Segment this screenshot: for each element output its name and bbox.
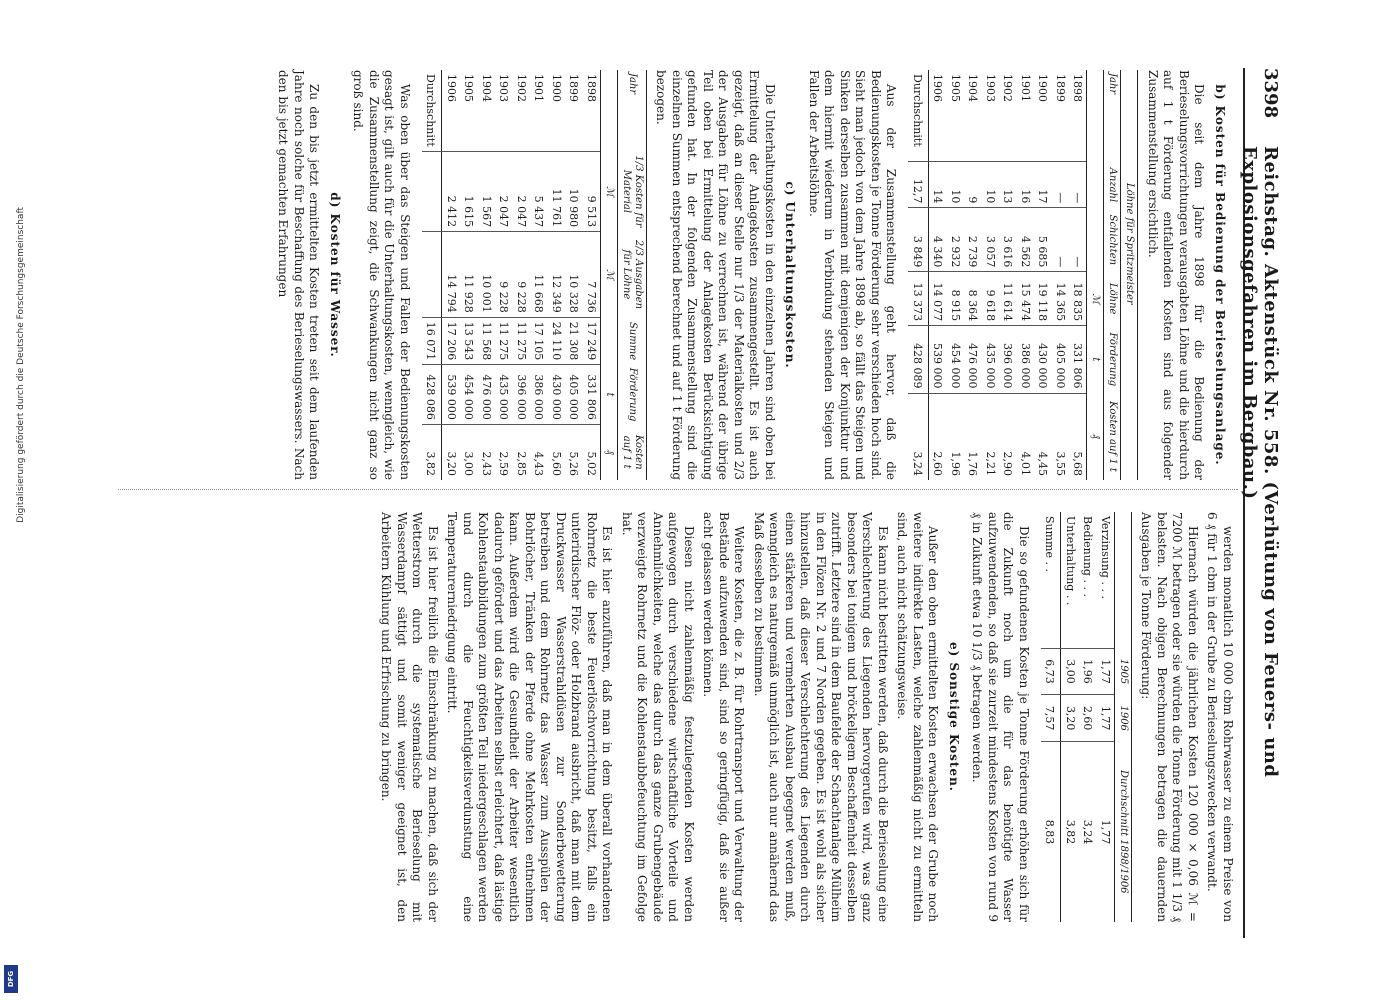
table-cell: 1899 — [567, 74, 581, 102]
table-cell: 10 — [982, 162, 1000, 208]
table-cell: 1901 — [1019, 74, 1032, 102]
table-cell: 428 089 — [909, 326, 929, 393]
t1-group-spacer — [1121, 70, 1138, 162]
table-cell: 1898 — [585, 74, 598, 102]
t1-group-spacer — [1121, 393, 1138, 480]
table-cell: 3 057 — [982, 208, 1000, 272]
table-cell: Verzinsung . . . — [1099, 516, 1112, 599]
table-cell: 9 — [964, 162, 982, 208]
table-cell: 7,57 — [1041, 695, 1061, 742]
table-cell: 5,02 — [583, 424, 601, 480]
table-cell: 476 000 — [964, 326, 982, 393]
table-cell: 8,83 — [1041, 742, 1061, 922]
table-cell: 3,20 — [1061, 695, 1079, 742]
summary-table — [1041, 512, 1132, 922]
section-c-heading: c) Unterhaltungskosten. — [783, 181, 798, 369]
table-row — [478, 70, 496, 480]
table-row — [565, 70, 583, 480]
table-cell: 1903 — [497, 74, 511, 102]
table-cell: 4 562 — [1017, 208, 1035, 272]
table-cell: 1904 — [966, 74, 980, 102]
table-cell: 21 308 — [565, 317, 583, 365]
table-cell: 15 474 — [1017, 272, 1035, 326]
left-column — [271, 70, 1235, 480]
table-cell: 9 513 — [583, 151, 601, 231]
column-header: 1905 — [1115, 648, 1132, 695]
unit-header: t — [601, 365, 618, 425]
table-cell: 430 000 — [1034, 326, 1052, 393]
table-cell: 10 980 — [565, 151, 583, 231]
table-cell: — — [1069, 208, 1087, 272]
table-cell: 10 328 — [565, 232, 583, 318]
table-cell: 3 849 — [909, 208, 929, 272]
table-cell: Durchschnitt — [909, 70, 929, 162]
table-cell: 13 543 — [460, 317, 478, 365]
table-cell — [422, 151, 442, 231]
section-d-text: Zu den bis jetzt ermittelten Kosten treten seit dem laufenden Jahre noch solche für Beschaffung des Berieselungswassers. Nach den bis jetzt gemachten Erfahrungen — [276, 70, 322, 480]
table-cell: 1900 — [1036, 74, 1050, 102]
table-cell: 396 000 — [999, 326, 1017, 393]
page-number: 3398 — [1260, 68, 1281, 119]
column-header: Summe — [618, 317, 647, 365]
dfg-logo — [4, 965, 18, 993]
table-row — [1097, 512, 1115, 922]
table-cell: 386 000 — [530, 365, 548, 425]
table-cell: 435 000 — [982, 326, 1000, 393]
table-cell: 1906 — [931, 74, 945, 102]
table-cell: 11 928 — [460, 232, 478, 318]
t1-group-header: Löhne für Spritzmeister — [1121, 162, 1138, 326]
table-cell: 430 000 — [548, 365, 566, 425]
table-cell: 8 915 — [947, 272, 965, 326]
page-title: Reichstag. Aktenstück Nr. 558. (Verhütung von Feuers- und Explosionsgefahren im Bergbau.) — [1239, 146, 1281, 778]
average-row — [909, 70, 929, 480]
table-row — [1052, 70, 1070, 480]
table-cell: 386 000 — [1017, 326, 1035, 393]
unit-header — [601, 70, 618, 151]
table-cell: 1901 — [532, 74, 546, 102]
unit-header — [601, 317, 618, 365]
table-cell: Unterhaltung . . — [1064, 516, 1077, 606]
table-cell: 539 000 — [929, 326, 947, 393]
column-divider — [118, 489, 1238, 490]
section-e-text4: Diesen nicht zahlenmäßig festzulegenden Kosten werden aufgewogen durch verschiedene wirtschaftliche Vorteile und Annehmlichkeiten, welche das durch das ganze Grubengebäude verzweigte Rohrnetz und die Kohlenstaubbefeuchtung im Gefolge hat. — [620, 512, 696, 922]
table-row — [947, 70, 965, 480]
table-cell: — — [1052, 162, 1070, 208]
table-cell: 5,68 — [1069, 393, 1087, 480]
column-header: Kosten auf 1 t — [618, 424, 647, 480]
column-header: Durchschnitt 1898/1906 — [1115, 742, 1132, 922]
column-header: Förderung — [1104, 326, 1121, 393]
table-cell: 2,90 — [999, 393, 1017, 480]
table-cell: 428 086 — [422, 365, 442, 425]
unit-header: ℳ — [601, 151, 618, 231]
page-header — [1239, 68, 1285, 938]
table-cell: 435 000 — [495, 365, 513, 425]
table-cell: 3,20 — [442, 424, 460, 480]
table-cell: 1,96 — [947, 393, 965, 480]
table-cell: 16 071 — [422, 317, 442, 365]
table-cell: 5 685 — [1034, 208, 1052, 272]
table-cell: 11 275 — [513, 317, 531, 365]
section-e-text6: Es ist hier freilich die Einschränkung zu machen, daß sich der Wetterstrom durch die systematische Berieselung mit Wasserdampf sättigt und somit weniger geeignet ist, den Arbeitern Kühlung und Erfrischung zu bringen. — [379, 512, 440, 922]
table-cell: — — [1069, 162, 1087, 208]
table-cell: Durchschnitt — [422, 70, 442, 151]
table-cell: 1906 — [445, 74, 458, 102]
table-row — [982, 70, 1000, 480]
table-cell: 1902 — [1001, 74, 1015, 102]
section-c-after: Was oben über das Steigen und Fallen der Bedienungskosten gesagt ist, gilt auch für die Unterhaltungskosten, wenngleich, wie die Zusammenstellung zeigt, die Schwankungen nicht ganz so groß sind. — [351, 70, 412, 480]
table-cell: 1899 — [1054, 74, 1067, 102]
table-cell: 10 001 — [478, 232, 496, 318]
table-cell: 3 616 — [999, 208, 1017, 272]
table-cell: 1,77 — [1097, 742, 1115, 922]
table-cell: 14 077 — [929, 272, 947, 326]
column-header: Anzahl — [1104, 162, 1121, 208]
logo-text: DFG — [7, 970, 15, 988]
column-header: 1906 — [1115, 695, 1132, 742]
table-cell: 2 412 — [442, 151, 460, 231]
digitization-credit — [2, 0, 26, 1000]
table-cell: 9 228 — [495, 232, 513, 318]
column-header: Jahr — [1104, 70, 1121, 162]
section-b-heading: b) Kosten für Bedienung der Berieselungsanlage. — [1213, 84, 1227, 466]
table-cell: 4,45 — [1034, 393, 1052, 480]
column-header — [1115, 512, 1132, 648]
table-cell: 4,01 — [1017, 393, 1035, 480]
table-cell: 14 794 — [442, 232, 460, 318]
credit-text: Digitalisierung gefördert durch die Deutsche Forschungsgemeinschaft — [16, 207, 26, 523]
table-row — [1069, 70, 1087, 480]
table-cell: 331 806 — [1069, 326, 1087, 393]
table-row — [442, 70, 460, 480]
table-cell: 17 249 — [583, 317, 601, 365]
table-row — [495, 70, 513, 480]
section-d-heading: d) Kosten für Wasser. — [328, 192, 342, 358]
table-row — [1079, 512, 1097, 922]
table-cell: 1,76 — [964, 393, 982, 480]
table-cell: 9 228 — [513, 232, 531, 318]
table-cell: 24 110 — [548, 317, 566, 365]
table-cell: 3,00 — [1061, 648, 1079, 695]
table-cell: 4,43 — [530, 424, 548, 480]
table-cell: 11 668 — [530, 232, 548, 318]
table-cell: 3,82 — [1061, 742, 1079, 922]
column-header: 1/3 Kosten für Material — [618, 151, 647, 231]
table-cell: 16 — [1017, 162, 1035, 208]
table-cell: 9 618 — [982, 272, 1000, 326]
column-header: Löhne — [1104, 272, 1121, 326]
table-row — [513, 70, 531, 480]
table-cell: 17 206 — [442, 317, 460, 365]
table-cell: 3,82 — [422, 424, 442, 480]
table-cell: 5 437 — [530, 151, 548, 231]
table-cell: 2,60 — [929, 393, 947, 480]
table-cell: 3,55 — [1052, 393, 1070, 480]
column-header: Kosten auf 1 t — [1104, 393, 1121, 480]
table-cell: 1,77 — [1097, 695, 1115, 742]
table-cell: 8 364 — [964, 272, 982, 326]
unit-header: ℳ — [1087, 272, 1104, 326]
column-header: Jahr — [618, 70, 647, 151]
table-cell: 10 — [947, 162, 965, 208]
table-row — [964, 70, 982, 480]
section-e-text2: Es kann nicht bestritten werden, daß durch die Berieselung eine Verschlechterung des Liegenden hervorgerufen wird, was ganz besonders bei tonigem und bröckeligem Beschaffenheit desselben zutrifft. Letztere sind in dem Baufelde der Schachtanlage Mülheim in den Flözen Nr. 2 und 7 Norden gegeben. Es ist wohl als sicher hinzustellen, daß dieser Verschlechterung des Liegenden durch einen stärkeren und vermehrten Ausbau begegnet werden muß, wenngleich es naturgemäß unmöglich ist, auch nur annähernd das Maß desselben zu bestimmen. — [752, 512, 890, 922]
average-row — [422, 70, 442, 480]
table-cell: 1905 — [462, 74, 476, 102]
right-p1: werden monatlich 10 000 cbm Rohrwasser zu einem Preise von 6 ₰ für 1 cbm in der Grube zu Berieselungszwecken verwandt. — [1205, 512, 1235, 922]
table-row — [530, 70, 548, 480]
section-e-heading: e) Sonstige Kosten. — [947, 642, 961, 792]
table-cell: 11 568 — [478, 317, 496, 365]
table-row — [1017, 70, 1035, 480]
table-cell: 12 349 — [548, 232, 566, 318]
table-cell: 405 000 — [565, 365, 583, 425]
table-row — [929, 70, 947, 480]
table-cell: 12,7 — [909, 162, 929, 208]
unit-header — [1087, 70, 1104, 162]
table-cell: 1 615 — [460, 151, 478, 231]
section-e-text: Außer den oben ermittelten Kosten erwachsen der Grube noch weitere indirekte Lasten, welche zahlenmäßig nicht zu ermitteln sind, auch nicht schätzungsweise. — [895, 512, 941, 922]
table-cell: 11 275 — [495, 317, 513, 365]
section-b-intro: Die seit dem Jahre 1898 für die Bedienung der Berieselungsvorrichtungen verausgabten Löhne und die hierdurch auf 1 t Förderung entfallenden Kosten sind aus folgender Zusammenstellung ersichtlich. — [1146, 70, 1207, 480]
table-row — [583, 70, 601, 480]
right-column — [374, 512, 1235, 922]
table-cell: Bedienung . . . — [1081, 516, 1095, 597]
table-cell: 454 000 — [460, 365, 478, 425]
table-cell: 2 047 — [495, 151, 513, 231]
table-row — [460, 70, 478, 480]
table-cell: 2,60 — [1079, 695, 1097, 742]
unit-header: ₰ — [601, 424, 618, 480]
unit-header: t — [1087, 326, 1104, 393]
unterhaltung-table — [422, 70, 647, 480]
table-cell: 1902 — [515, 74, 528, 102]
section-c-text: Die Unterhaltungskosten in den einzelnen Jahren sind oben bei Ermittelung der Anlagekosten zusammengestellt. Es ist auch gezeigt, daß an dieser Stelle nur 1/3 der Materialkosten und 2/3 der Ausgaben für Löhne zu verrechnen ist, während der übrige Teil oben bei Ermittelung der Anlagekosten Berücksichtigung gefunden hat. In der folgenden Zusammenstellung sind die einzelnen Summen entsprechend berechnet und auf 1 t Förderung bezogen. — [654, 70, 777, 480]
column-header: Förderung — [618, 365, 647, 425]
table-row — [548, 70, 566, 480]
table-cell: 2,21 — [982, 393, 1000, 480]
table-cell: 17 105 — [530, 317, 548, 365]
table-cell: 5,26 — [565, 424, 583, 480]
unit-header: ₰ — [1087, 393, 1104, 480]
table-cell: 2 739 — [964, 208, 982, 272]
table-cell: 2,43 — [478, 424, 496, 480]
table-cell: 11 614 — [999, 272, 1017, 326]
table-cell: 2 932 — [947, 208, 965, 272]
column-header: Schichten — [1104, 208, 1121, 272]
bedienung-table — [909, 70, 1139, 480]
table-cell: 1898 — [1071, 74, 1085, 102]
table-cell: 539 000 — [442, 365, 460, 425]
table-cell: 2,59 — [495, 424, 513, 480]
table-row — [1034, 70, 1052, 480]
table-cell: 1903 — [984, 74, 997, 102]
section-e-text5: Es ist hier anzuführen, daß man in dem überall vorhandenen Rohrnetz die beste Feuerlöschvorrichtung besitzt, falls ein unterirdischer Flöz- oder Holzbrand ausbricht, daß man mit dem Druckwasser Wasserstrahldüsen zur Sonderbewetterung betreiben und dem Rohrnetz das Wasser zum Ausspülen der Bohrlöcher, Tränken der Pferde ohne Mehrkosten entnehmen kann. Außerdem wird die Gesundheit der Arbeiter wesentlich dadurch gefördert und das Arbeiten selbst erleichtert, daß lästige Kohlenstaubbildungen zum größten Teil niedergeschlagen werden und durch die Feuchtigkeitsverdunstung eine Temperaturerniedrigung eintritt. — [445, 512, 615, 922]
table-cell: 405 000 — [1052, 326, 1070, 393]
table-row — [999, 70, 1017, 480]
table-cell: 1,77 — [1097, 648, 1115, 695]
table-cell: 454 000 — [947, 326, 965, 393]
column-header: 2/3 Ausgaben für Löhne — [618, 232, 647, 318]
table-cell: — — [1052, 208, 1070, 272]
table-cell: 5,60 — [548, 424, 566, 480]
table-cell: 19 118 — [1034, 272, 1052, 326]
unit-header — [1087, 208, 1104, 272]
table-cell: 331 806 — [583, 365, 601, 425]
table-cell: 7 736 — [583, 232, 601, 318]
right-p3: Die so gefundenen Kosten je Tonne Förderung erhöhen sich für die Zukunft noch um die für das benötigte Wasser aufzuwendenden, so daß sie zurzeit mindestens Kosten von rund 9 ₰ in Zukunft etwa 10 1/3 ₰ betragen werden. — [970, 512, 1031, 922]
table-cell: 18 835 — [1069, 272, 1087, 326]
table-cell: 6,73 — [1041, 648, 1061, 695]
table-cell: 2,85 — [513, 424, 531, 480]
table-cell: 13 373 — [909, 272, 929, 326]
table-cell: 476 000 — [478, 365, 496, 425]
table-cell: 3,24 — [1079, 742, 1097, 922]
unit-header: ℳ — [601, 232, 618, 318]
table-cell: 3,24 — [909, 393, 929, 480]
table-cell — [422, 232, 442, 318]
right-p2: Hiernach würden die jährlichen Kosten 120 000 × 0,06 ℳ = 7200 ℳ betragen oder sie würden die Tonne Förderung mit 1 1/3 ₰ belasten. Nach obigen Berechnungen betragen die dauernden Ausgaben je Tonne Förderung: — [1139, 512, 1200, 922]
t1-group-spacer — [1121, 326, 1138, 393]
table-cell: 4 340 — [929, 208, 947, 272]
table-cell: 1,96 — [1079, 648, 1097, 695]
table-cell: 3,00 — [460, 424, 478, 480]
table-cell: 396 000 — [513, 365, 531, 425]
table-cell: Summe . . — [1041, 512, 1061, 648]
table-cell: 13 — [999, 162, 1017, 208]
table-cell: 1904 — [480, 74, 493, 102]
section-b-after: Aus der Zusammenstellung geht hervor, daß die Bedienungskosten je Tonne Förderung sehr verschieden hoch sind. Sieht man jedoch von dem Jahre 1898 ab, so fällt das Steigen und Sinken derselben zusammen mit demjenigen der Konjunktur und dem hiermit wiederum in Verbindung stehenden Steigen und Fallen der Arbeitslöhne. — [807, 70, 899, 480]
table-cell: 11 761 — [548, 151, 566, 231]
table-cell: 1 567 — [478, 151, 496, 231]
table-cell: 14 365 — [1052, 272, 1070, 326]
table-cell: 2 047 — [513, 151, 531, 231]
table-cell: 1905 — [949, 74, 962, 102]
sum-row — [1041, 512, 1061, 922]
unit-header — [1087, 162, 1104, 208]
section-e-text3: Weitere Kosten, die z. B. für Rohrtransport und Verwaltung der Bestände aufzuwenden sind, sind so geringfügig, daß sie außer acht gelassen werden können. — [701, 512, 747, 922]
table-cell: 17 — [1034, 162, 1052, 208]
table-cell: 14 — [929, 162, 947, 208]
table-cell: 1900 — [550, 74, 563, 102]
table-row — [1061, 512, 1079, 922]
